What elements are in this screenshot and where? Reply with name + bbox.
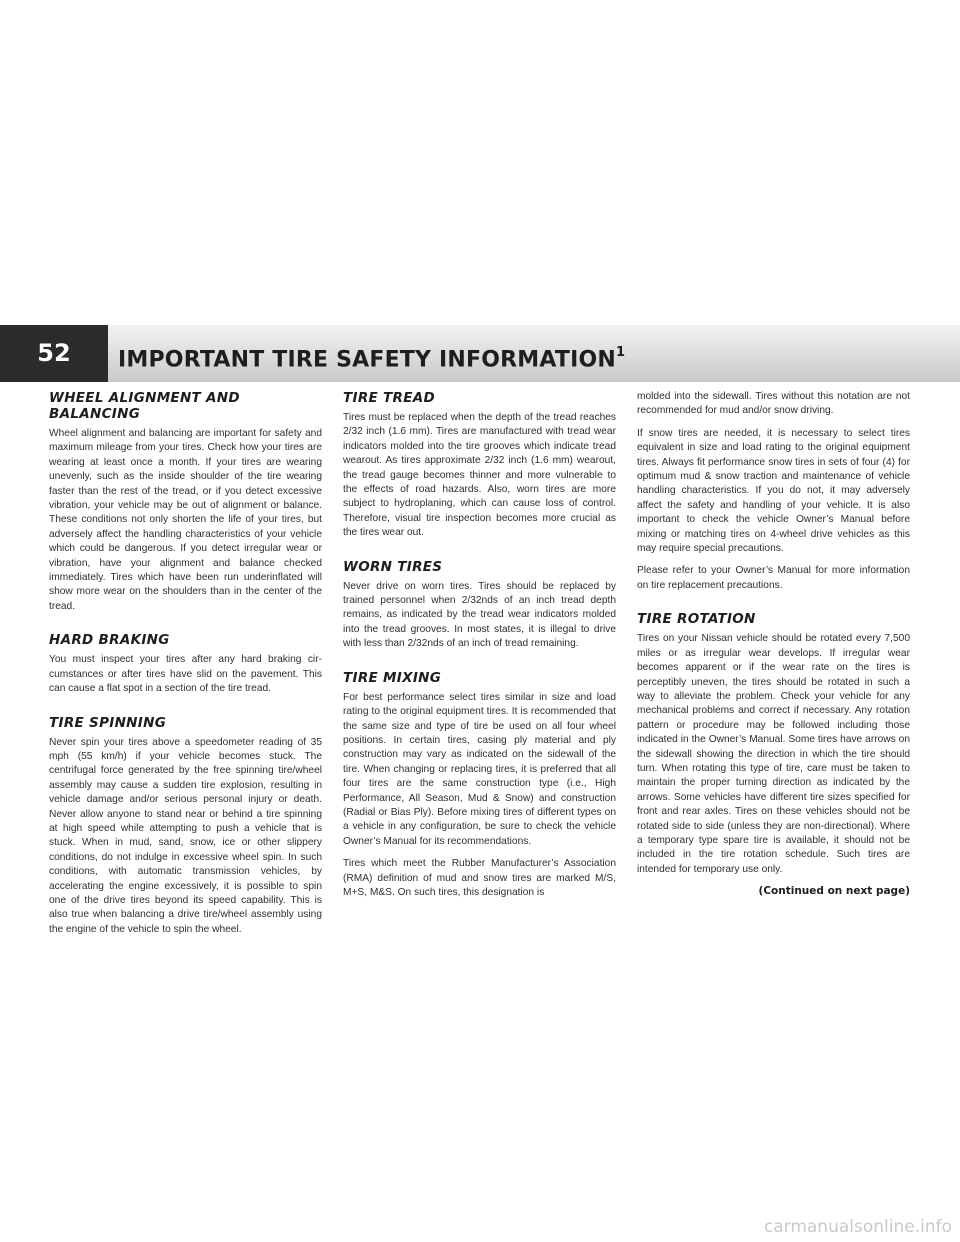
paragraph-tire-spinning: Never spin your tires above a speedometer reading of 35 mph (55 km/h) if your vehicle becomes stuck. The centrifugal force generated by the free spinning tire/wheel assembly may cause a sudden tire explosion, resulting in vehicle damage and/or serious personal injury or death. Never allow anyone to stand near or behind a tire spinning at high speed while attempting to push a vehicle that is stuck. When in mud, sand, snow, ice or other slippery conditions, do not indulge in excessive wheel spin. In such conditions, with automatic transmission vehicles, by accelerating the engine excessively, it is possible to spin one of the drive tires beyond its speed capability. This is also true when balancing a drive tire/wheel assembly using the engine of the vehicle to spin the wheel. [49,736,322,935]
continued-note: (Continued on next page) [758,885,910,898]
page-title-footnote: 1 [616,345,626,360]
paragraph-tire-mixing-2: Tires which meet the Rubber Manufacturer’s Association (RMA) definition of mud and snow tires are marked M/S, M+S, M&S. On such tires, this designation is [343,858,616,898]
section-heading-tire-tread: TIRE TREAD [343,390,436,406]
section-heading-worn-tires: WORN TIRES [343,558,443,575]
section-heading-tire-spinning: TIRE SPINNING [49,714,167,731]
paragraph-tire-tread: Tires must be replaced when the depth of the tread reaches 2/32 inch (1.6 mm). Tires are manufactured with tread wear indicators molded into the tire grooves which indicate tread wearout. As tires approximate 2/32 inch (1.6 mm) wearout, the tread gauge becomes thinner and more vulnerable to the effects of road hazards. Also, worn tires are more subject to hydroplaning, which can cause loss of control. Therefore, visual tire inspection becomes more crucial as the tires wear out. [343,412,616,539]
paragraph-owners-manual-ref: Please refer to your Owner’s Manual for more information on tire replacement precautions. [637,565,910,591]
paragraph-mud-snow-continued: molded into the sidewall. Tires without this notation are not recommended for mud and/or snow driving. [637,391,910,417]
paragraph-tire-mixing-1: For best performance select tires similar in size and load rating to the original equipment tires. It is recommended that the same size and type of tire be used on all four wheel positions. In certain tires, casing ply material and ply construction may vary as indicated on the sidewall of the tire. When changing or replacing tires, it is preferred that all four tires are the same construction type (i.e., High Performance, All Season, Mud & Snow) and construction (Radial or Bias Ply). Before mixing tires of different types on a vehicle in any configuration, be sure to check the vehicle Owner’s Manual for its recommendations. [343,691,616,847]
section-heading-tire-rotation: TIRE ROTATION [637,611,756,628]
watermark: carmanualsonline.info [763,1217,952,1237]
column-1 [49,390,322,945]
page-title-text: IMPORTANT TIRE SAFETY INFORMATION [118,347,616,373]
paragraph-tire-rotation: Tires on your Nissan vehicle should be rotated every 7,500 miles or as irregular wear develops. If irregular wear becomes apparent or if the wear rate on the tires is perceptibly uneven, the tires should be rotated in such a way to alleviate the problem. Check your vehicle for any mechanical problems and correct if necessary. Any rotation pattern or procedure may be followed including those indicated in the Owner’s Manual. Some tires have arrows on the sidewall showing the direction in which the tire should turn. When rotating this type of tire, care must be taken to maintain the proper turning direction as indicated by the arrows. Some vehicles have different tire sizes specified for front and rear axles. Tires on these vehicles should not be rotated side to side (unless they are non-directional). Where a temporary type spare tire is available, it should not be included in the tire rotation schedule. Such tires are intended for temporary use only. [637,633,910,875]
page-title [118,325,625,382]
column-2 [343,390,616,908]
page-number: 52 [0,325,108,382]
section-heading-wheel-alignment: WHEEL ALIGNMENT AND BALANCING [49,390,240,422]
section-heading-tire-mixing: TIRE MIXING [343,669,442,686]
paragraph-wheel-alignment: Wheel alignment and balancing are important for safety and maximum mileage from your tires. Check how your tires are wearing at least once a month. If your tires are wearing unevenly, such as the inside shoulder of the tire wearing faster than the rest of the tread, or if you detect excessive vibration, your vehicle may be out of alignment or balance. These conditions not only shorten the life of your tires, but adversely affect the handling characteristics of your vehicle which could be dangerous. If you detect irregular wear or vibration, have your alignment and balance checked immediately. Tires which have been run underinflated will show more wear on the shoulders than in the center of the tread. [49,428,322,612]
column-3 [637,390,910,897]
paragraph-snow-tires: If snow tires are needed, it is necessary to select tires equivalent in size and load rating to the original equipment tires. Always fit performance snow tires in sets of four (4) for optimum mud & snow traction and maintenance of vehicle handling characteristics. If you do not, it may adversely affect the safety and handling of your vehicle. It is also important to check the vehicle Owner’s Manual before mixing or matching tires on 4-wheel drive vehicles as this may require special precautions. [637,427,910,555]
paragraph-hard-braking: You must inspect your tires after any hard braking circumstances or after tires have slid on the pavement. This can cause a flat spot in a section of the tire tread. [49,654,322,695]
page-header-banner [0,325,960,382]
section-heading-hard-braking: HARD BRAKING [49,632,170,649]
paragraph-worn-tires: Never drive on worn tires. Tires should be replaced by trained personnel when 2/32nds of an inch tread depth remains, as indicated by the tread wear indicators molded into the tread grooves. In most states, it is illegal to drive with less than 2/32nds of an inch of tread remaining. [343,580,616,650]
